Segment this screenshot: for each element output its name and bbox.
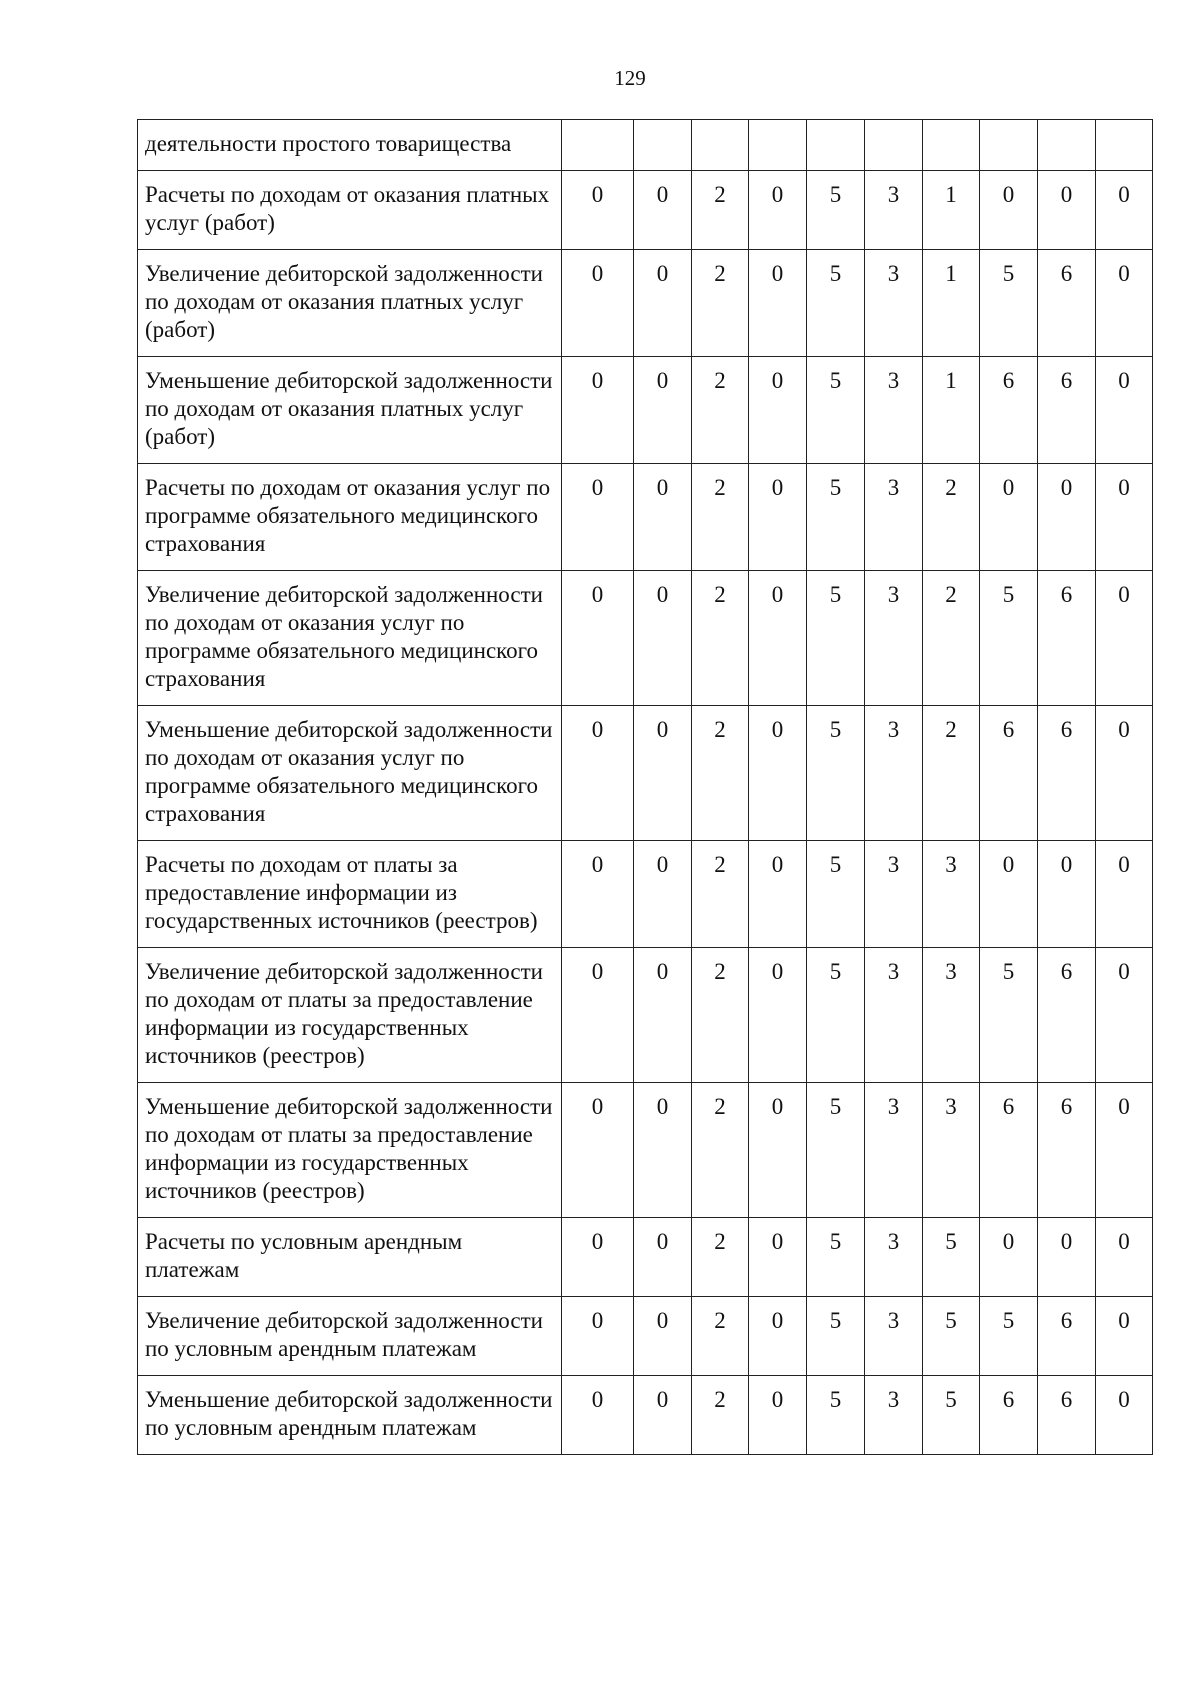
account-codes-table [137,119,1153,1455]
code-digit-2: 0 [634,171,692,250]
code-digit-7 [923,120,980,171]
code-digit-8: 0 [980,171,1038,250]
account-description: Расчеты по доходам от оказания услуг по программе обязательного медицинского страхования [138,464,562,571]
code-digit-7: 3 [923,841,980,948]
code-digit-5: 5 [807,841,865,948]
code-digit-7: 1 [923,250,980,357]
code-digit-5: 5 [807,1083,865,1218]
code-digit-1: 0 [562,1218,634,1297]
code-digit-5 [807,120,865,171]
code-digit-5: 5 [807,250,865,357]
code-digit-6 [865,120,923,171]
code-digit-2: 0 [634,1218,692,1297]
code-digit-9: 0 [1038,841,1096,948]
code-digit-8: 0 [980,1218,1038,1297]
code-digit-2 [634,120,692,171]
account-description: Расчеты по доходам от оказания платных услуг (работ) [138,171,562,250]
code-digit-8: 5 [980,948,1038,1083]
code-digit-4: 0 [749,171,807,250]
code-digit-7: 3 [923,948,980,1083]
table-row [138,1376,1153,1455]
code-digit-1: 0 [562,841,634,948]
code-digit-3: 2 [692,250,749,357]
code-digit-3: 2 [692,571,749,706]
code-digit-9: 6 [1038,571,1096,706]
code-digit-3: 2 [692,464,749,571]
code-digit-7: 1 [923,357,980,464]
code-digit-4 [749,120,807,171]
code-digit-10: 0 [1096,706,1153,841]
code-digit-5: 5 [807,1297,865,1376]
code-digit-1: 0 [562,250,634,357]
code-digit-3 [692,120,749,171]
code-digit-7: 2 [923,571,980,706]
code-digit-4: 0 [749,357,807,464]
account-description: Расчеты по условным арендным платежам [138,1218,562,1297]
code-digit-6: 3 [865,1083,923,1218]
account-description: Увеличение дебиторской задолженности по доходам от оказания платных услуг (работ) [138,250,562,357]
account-description: Расчеты по доходам от платы за предоставление информации из государственных источников (реестров) [138,841,562,948]
code-digit-2: 0 [634,841,692,948]
code-digit-2: 0 [634,948,692,1083]
table-row [138,1218,1153,1297]
table-row [138,464,1153,571]
code-digit-2: 0 [634,706,692,841]
code-digit-9: 0 [1038,1218,1096,1297]
code-digit-7: 5 [923,1218,980,1297]
table-body [138,120,1153,1455]
code-digit-10: 0 [1096,1297,1153,1376]
code-digit-2: 0 [634,571,692,706]
code-digit-9: 6 [1038,250,1096,357]
code-digit-4: 0 [749,841,807,948]
account-description: Увеличение дебиторской задолженности по доходам от оказания услуг по программе обязательного медицинского страхования [138,571,562,706]
code-digit-4: 0 [749,706,807,841]
code-digit-8: 0 [980,841,1038,948]
code-digit-3: 2 [692,171,749,250]
table-row [138,120,1153,171]
code-digit-10: 0 [1096,357,1153,464]
table-row [138,357,1153,464]
code-digit-9: 0 [1038,171,1096,250]
code-digit-2: 0 [634,1297,692,1376]
code-digit-1: 0 [562,464,634,571]
code-digit-2: 0 [634,250,692,357]
code-digit-6: 3 [865,948,923,1083]
code-digit-1: 0 [562,1376,634,1455]
table-row [138,250,1153,357]
account-description: деятельности простого товарищества [138,120,562,171]
account-description: Уменьшение дебиторской задолженности по условным арендным платежам [138,1376,562,1455]
code-digit-5: 5 [807,1218,865,1297]
code-digit-7: 5 [923,1376,980,1455]
account-description: Уменьшение дебиторской задолженности по доходам от оказания услуг по программе обязательного медицинского страхования [138,706,562,841]
code-digit-4: 0 [749,1083,807,1218]
code-digit-3: 2 [692,948,749,1083]
code-digit-8: 6 [980,357,1038,464]
code-digit-3: 2 [692,1297,749,1376]
code-digit-9: 6 [1038,1376,1096,1455]
code-digit-10: 0 [1096,571,1153,706]
code-digit-10: 0 [1096,1218,1153,1297]
code-digit-1: 0 [562,571,634,706]
code-digit-10: 0 [1096,1083,1153,1218]
code-digit-5: 5 [807,706,865,841]
code-digit-5: 5 [807,171,865,250]
code-digit-10 [1096,120,1153,171]
code-digit-3: 2 [692,706,749,841]
code-digit-2: 0 [634,1376,692,1455]
code-digit-6: 3 [865,1218,923,1297]
code-digit-6: 3 [865,357,923,464]
account-description: Увеличение дебиторской задолженности по доходам от платы за предоставление информации из государственных источников (реестров) [138,948,562,1083]
code-digit-10: 0 [1096,841,1153,948]
code-digit-6: 3 [865,464,923,571]
code-digit-6: 3 [865,571,923,706]
code-digit-2: 0 [634,357,692,464]
code-digit-5: 5 [807,948,865,1083]
code-digit-9: 0 [1038,464,1096,571]
code-digit-10: 0 [1096,464,1153,571]
code-digit-1: 0 [562,706,634,841]
page-number: 129 [614,66,646,90]
code-digit-8: 6 [980,706,1038,841]
table-row [138,1083,1153,1218]
table-row [138,171,1153,250]
code-digit-8: 6 [980,1376,1038,1455]
code-digit-1: 0 [562,1083,634,1218]
code-digit-3: 2 [692,1218,749,1297]
code-digit-10: 0 [1096,250,1153,357]
code-digit-8: 0 [980,464,1038,571]
code-digit-1: 0 [562,357,634,464]
table-row [138,571,1153,706]
code-digit-9: 6 [1038,1083,1096,1218]
account-description: Увеличение дебиторской задолженности по условным арендным платежам [138,1297,562,1376]
table-row [138,1297,1153,1376]
code-digit-7: 3 [923,1083,980,1218]
code-digit-6: 3 [865,171,923,250]
code-digit-8: 5 [980,1297,1038,1376]
code-digit-8: 5 [980,250,1038,357]
code-digit-5: 5 [807,464,865,571]
code-digit-7: 2 [923,706,980,841]
code-digit-6: 3 [865,250,923,357]
account-description: Уменьшение дебиторской задолженности по доходам от платы за предоставление информации из государственных источников (реестров) [138,1083,562,1218]
code-digit-3: 2 [692,1376,749,1455]
code-digit-9 [1038,120,1096,171]
code-digit-5: 5 [807,1376,865,1455]
code-digit-9: 6 [1038,357,1096,464]
code-digit-10: 0 [1096,1376,1153,1455]
code-digit-2: 0 [634,1083,692,1218]
code-digit-10: 0 [1096,948,1153,1083]
code-digit-6: 3 [865,841,923,948]
code-digit-5: 5 [807,571,865,706]
table-row [138,706,1153,841]
code-digit-4: 0 [749,948,807,1083]
account-description: Уменьшение дебиторской задолженности по доходам от оказания платных услуг (работ) [138,357,562,464]
code-digit-8 [980,120,1038,171]
table-row [138,841,1153,948]
code-digit-4: 0 [749,464,807,571]
code-digit-4: 0 [749,1376,807,1455]
code-digit-7: 5 [923,1297,980,1376]
code-digit-9: 6 [1038,706,1096,841]
code-digit-7: 1 [923,171,980,250]
code-digit-2: 0 [634,464,692,571]
code-digit-4: 0 [749,571,807,706]
code-digit-3: 2 [692,1083,749,1218]
code-digit-4: 0 [749,250,807,357]
code-digit-9: 6 [1038,1297,1096,1376]
code-digit-7: 2 [923,464,980,571]
table-row [138,948,1153,1083]
code-digit-1: 0 [562,948,634,1083]
code-digit-4: 0 [749,1297,807,1376]
code-digit-6: 3 [865,706,923,841]
code-digit-1 [562,120,634,171]
code-digit-3: 2 [692,841,749,948]
code-digit-8: 6 [980,1083,1038,1218]
code-digit-6: 3 [865,1376,923,1455]
code-digit-3: 2 [692,357,749,464]
code-digit-1: 0 [562,171,634,250]
code-digit-1: 0 [562,1297,634,1376]
code-digit-4: 0 [749,1218,807,1297]
code-digit-9: 6 [1038,948,1096,1083]
code-digit-8: 5 [980,571,1038,706]
code-digit-5: 5 [807,357,865,464]
code-digit-6: 3 [865,1297,923,1376]
code-digit-10: 0 [1096,171,1153,250]
